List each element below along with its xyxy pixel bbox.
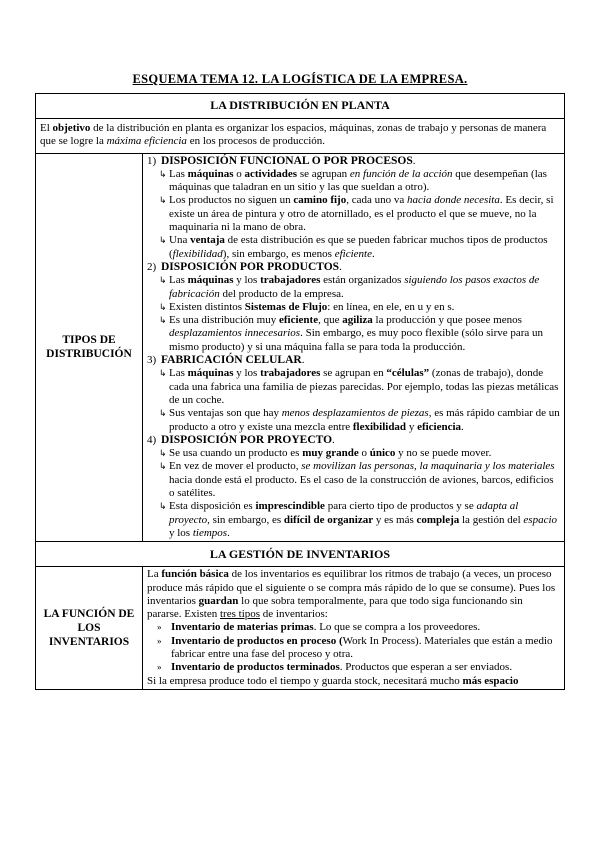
intro-bold: objetivo [52,122,91,134]
arrow-icon: ↳ [159,501,167,512]
bullet-item [147,168,560,195]
italic-run: tiempos [192,526,228,539]
bullet-text [169,500,560,540]
italic-run: flexibilidad [172,247,223,260]
arrow-icon: ↳ [159,368,167,379]
text-run: ), sin embargo, es menos [222,247,335,260]
bold-run: guardan [198,594,239,607]
type-heading [147,434,560,447]
type-block [147,155,560,261]
text-run: , cada uno va [346,194,407,207]
text-run: están organizados [320,274,405,287]
text-run: . Es decir, si existe un área de pintura y otro de atornillado, es el producto el que se mueve, no la maquinaria ni la mano de obra. [169,194,554,234]
text-run: o [358,447,370,460]
bold-run: más espacio [462,674,519,687]
inventory-item [147,621,560,634]
text-run: y [406,420,418,433]
bullet-item [147,460,560,500]
arrow-icon: ↳ [159,235,167,246]
text-run: y es más [373,513,417,526]
text-run: Los productos no siguen un [169,194,294,207]
bullet-item [147,301,560,314]
bullet-text [169,447,560,460]
intro-row [36,119,565,154]
bullet-item [147,500,560,540]
bold-run: imprescindible [255,500,325,513]
inventarios-paragraph [147,675,560,688]
bold-run: actividades [244,167,298,180]
text-run: que desempeñan (las máquinas que taladran en un sitio y las que sueldan a otro). [169,167,547,194]
italic-run: hacia donde necesita [407,194,500,207]
type-title-wrap: FABRICACIÓN CELULAR. [161,354,305,367]
type-number: 4) [147,433,157,446]
text-run: . [461,420,464,433]
text-run: se agrupan en [320,367,387,380]
section-header-distribucion: LA DISTRIBUCIÓN EN PLANTA [36,94,565,119]
bullet-item [147,194,560,234]
bullet-text [169,234,560,261]
text-run: de los inventarios es equilibrar los ritmos de trabajo (a veces, un proceso produce más rápido que el siguiente o se compra más rápido de lo que se consume). Pues los inventarios [147,568,556,607]
arrow-icon: ↳ [159,301,167,312]
inventarios-row [36,567,565,690]
esquema-table [35,93,565,690]
text-run: . [371,247,375,260]
document-title: ESQUEMA TEMA 12. LA LOGÍSTICA DE LA EMPRESA. [132,72,468,86]
italic-run: menos desplazamientos de piezas [281,407,429,420]
type-title-wrap: DISPOSICIÓN POR PROYECTO. [161,433,335,446]
text-run: . Sin embargo, es muy poco flexible (sólo sirve para un mismo producto) y si una máquina falla se para toda la producción. [169,327,544,353]
bullet-text [169,194,560,234]
inventory-item [147,635,560,662]
intro-text: de la distribución en planta es organizar los espacios, máquinas, zonas de trabajo y personas de manera que se logre la [40,122,547,148]
type-title: FABRICACIÓN CELULAR [161,354,302,367]
type-number: 1) [147,154,157,167]
text-run: del producto de la empresa. [219,287,344,300]
type-block [147,354,560,434]
inventarios-label: LA FUNCIÓN DE LOS INVENTARIOS [36,567,143,690]
bold-run: flexibilidad [352,420,407,433]
type-title-wrap: DISPOSICIÓN FUNCIONAL O POR PROCESOS. [161,154,416,167]
star-bullet-icon: » [157,635,162,646]
text-run: Es una distribución muy [169,314,279,327]
text-run: Una [169,234,191,247]
arrow-icon: ↳ [159,448,167,459]
intro-italic: máxima eficiencia [106,135,187,148]
type-number: 2) [147,260,157,273]
intro-text: en los procesos de producción. [186,135,326,148]
text-run: para cierto tipo de productos y se [324,500,477,513]
text-run: , sin embargo, es [207,513,284,526]
type-heading [147,155,560,168]
text-run: y los [233,367,261,380]
bold-run: compleja [416,513,460,526]
intro-cell [36,119,565,154]
text-run: lo que sobra temporalmente, para que todo siga funcionando sin pararse. Existen [147,594,523,621]
inventory-text [171,621,560,634]
text-run: o [233,167,245,180]
bold-run: camino fijo [293,194,347,207]
text-run: la producción y que posee menos [372,314,522,327]
section-header-inventarios: LA GESTIÓN DE INVENTARIOS [36,542,565,567]
bold-run: “células” [386,367,430,380]
bullet-item [147,314,560,354]
bullet-item [147,447,560,460]
bold-run: muy grande [302,447,359,460]
bold-run: función básica [161,568,229,581]
arrow-icon: ↳ [159,168,167,179]
bold-run: Inventario de materias primas [171,621,314,634]
type-title-wrap: DISPOSICIÓN POR PRODUCTOS. [161,260,342,273]
bold-run: Inventario de productos en proceso ( [171,634,343,647]
inventory-item [147,661,560,674]
bold-run: Sistemas de Flujo [244,300,328,313]
italic-run: se movilizan las personas, la maquinaria y los materiales [301,460,555,473]
bullet-item [147,367,560,407]
star-bullet-icon: » [157,622,162,633]
bold-run: máquinas [187,367,234,380]
underline-run: tres tipos [220,608,261,621]
tipos-row [36,153,565,542]
section-row-inventarios [36,542,565,567]
inventarios-paragraph [147,568,560,621]
italic-run: siguiendo los pasos exactos de fabricación [169,274,540,300]
bold-run: máquinas [187,167,234,180]
text-run: Las [169,367,188,380]
bullet-text [169,407,560,434]
inventarios-content [143,567,565,690]
text-run: Las [169,167,188,180]
text-run: : en línea, en ele, en u y en s. [327,300,455,313]
text-run: de inventarios: [260,608,328,621]
text-run: Si la empresa produce todo el tiempo y guarda stock, necesitará mucho [147,674,463,687]
text-run: Esta disposición es [169,500,256,513]
text-run: Las [169,274,188,287]
text-run: hacia donde está el producto. Es el caso de la construcción de aviones, barcos, edificios o satélites. [169,473,554,500]
type-number: 3) [147,354,157,367]
bullet-item [147,407,560,434]
arrow-icon: ↳ [159,461,167,472]
bullet-item [147,274,560,301]
bold-run: eficiencia [417,420,462,433]
bullet-text [169,460,560,500]
text-run: de esta distribución es que se pueden fabricar muchos tipos de productos ( [169,234,548,260]
italic-run: desplazamientos innecesarios [169,327,301,340]
text-run: Existen distintos [169,300,245,313]
type-heading [147,261,560,274]
text-run: se agrupan [297,167,350,180]
arrow-icon: ↳ [159,408,167,419]
italic-run: adapta al proyecto [169,500,519,526]
text-run: y los [233,274,261,287]
star-bullet-icon: » [157,662,162,673]
italic-run: en función de la acción [349,167,453,180]
section-row-distribucion [36,94,565,119]
text-run: , que [318,314,343,327]
bold-run: máquinas [187,274,234,287]
intro-text: El [40,122,53,134]
inventory-text [171,661,560,674]
bold-run: Inventario de productos terminados [171,661,340,674]
type-block [147,434,560,540]
bold-run: único [369,447,396,460]
bullet-text [169,367,560,407]
text-run: Sus ventajas son que hay [169,407,282,420]
text-run: , es más rápido cambiar de un producto a otro y existe una mezcla entre [169,407,560,433]
type-title: DISPOSICIÓN POR PROYECTO [161,433,333,446]
arrow-icon: ↳ [159,315,167,326]
tipos-label: TIPOS DE DISTRIBUCIÓN [36,153,143,542]
bold-run: trabajadores [260,274,321,287]
bullet-item [147,234,560,261]
text-run: . Lo que se compra a los proveedores. [313,621,481,634]
text-run: la gestión del [459,513,524,526]
bold-run: eficiente [279,314,319,327]
italic-run: eficiente [334,247,372,260]
text-run: y no se puede mover. [395,447,492,460]
bullet-text [169,301,560,314]
text-run: La [147,568,162,581]
type-title: DISPOSICIÓN POR PRODUCTOS [161,260,340,273]
bullet-text [169,274,560,301]
type-title: DISPOSICIÓN FUNCIONAL O POR PROCESOS [161,154,413,167]
type-heading [147,354,560,367]
italic-run: espacio [523,513,558,526]
bullet-text [169,168,560,195]
tipos-content [143,153,565,542]
type-block [147,261,560,354]
text-run: . [227,526,230,539]
bold-run: ventaja [190,234,225,247]
arrow-icon: ↳ [159,275,167,286]
text-run: . Productos que esperan a ser enviados. [339,661,513,674]
text-run: y los [169,526,193,539]
text-run: Se usa cuando un producto es [169,447,303,460]
arrow-icon: ↳ [159,195,167,206]
text-run: Work In Process). Materiales que están a medio fabricar entre una fase del proceso y otra. [171,634,553,660]
text-run: En vez de mover el producto, [169,460,302,473]
text-run: (zonas de trabajo), donde cada una fabrica una familia de piezas parecidas. Por ejemplo, todas las piezas metálicas de un coche. [169,367,559,406]
bullet-text [169,314,560,354]
inventory-text [171,635,560,662]
bold-run: agiliza [342,314,373,327]
bold-run: trabajadores [260,367,321,380]
bold-run: difícil de organizar [283,513,374,526]
